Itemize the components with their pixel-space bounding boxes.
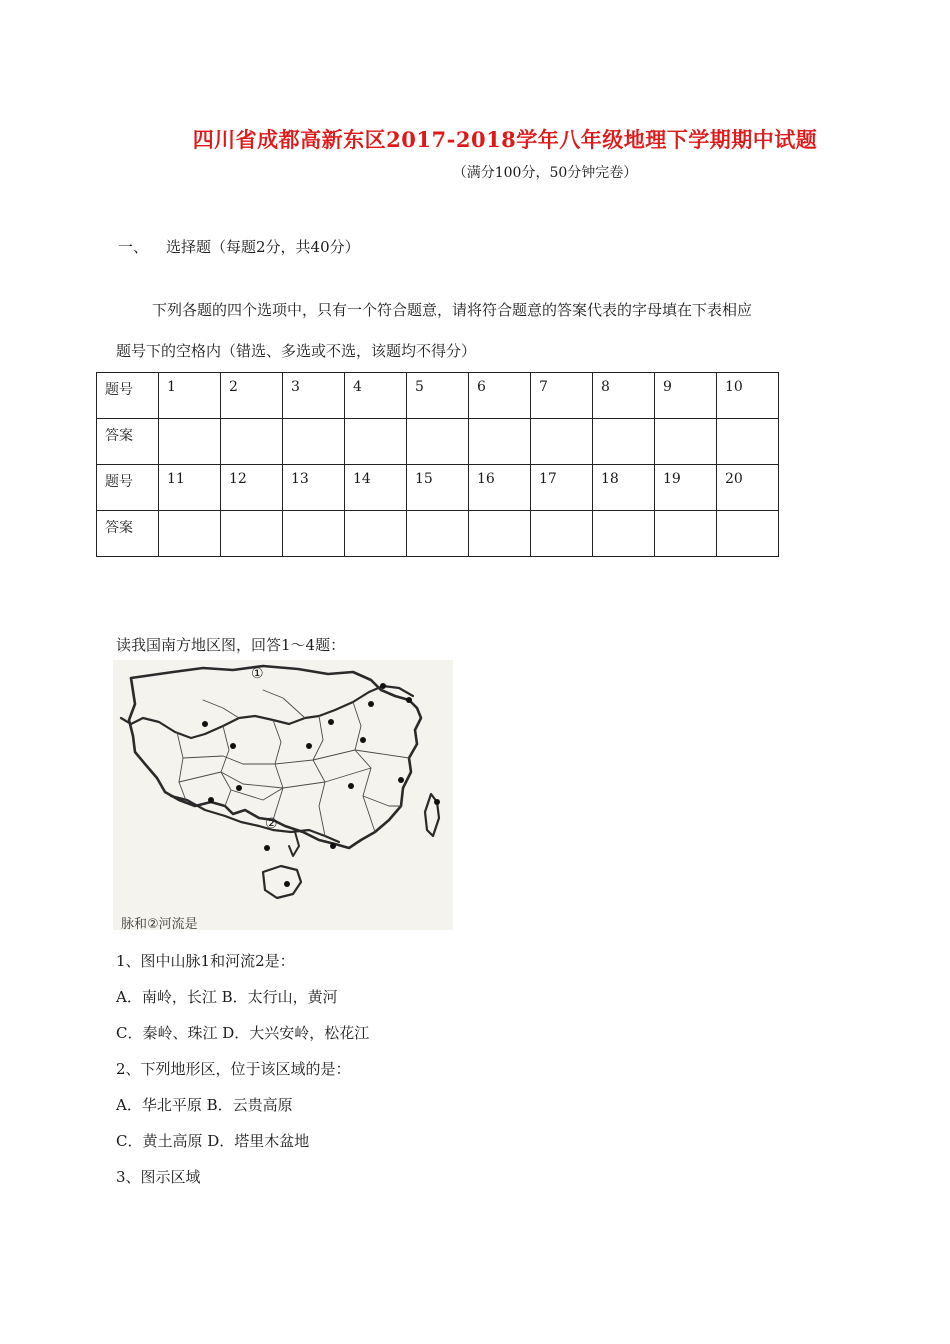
instruction-line-2: 题号下的空格内（错选、多选或不选，该题均不得分） xyxy=(116,342,477,360)
table-cell-number: 15 xyxy=(407,465,469,511)
page-title: 四川省成都高新东区2017-2018学年八年级地理下学期期中试题 xyxy=(192,127,818,152)
row-label-number: 题号 xyxy=(97,465,159,511)
table-cell-number: 10 xyxy=(717,373,779,419)
question-2-options-ab: A．华北平原 B．云贵高原 xyxy=(116,1096,293,1114)
table-row-numbers-2 xyxy=(97,465,779,511)
answer-cell[interactable] xyxy=(531,511,593,557)
question-2-options-cd: C．黄土高原 D．塔里木盆地 xyxy=(116,1132,310,1150)
answer-cell[interactable] xyxy=(283,419,345,465)
marker-2-label: ② xyxy=(265,816,278,832)
answer-cell[interactable] xyxy=(655,511,717,557)
south-china-map xyxy=(113,660,453,930)
table-cell-number: 17 xyxy=(531,465,593,511)
question-2-stem: 2、下列地形区，位于该区域的是： xyxy=(116,1060,351,1078)
table-cell-number: 11 xyxy=(159,465,221,511)
table-cell-number: 14 xyxy=(345,465,407,511)
row-label-number: 题号 xyxy=(97,373,159,419)
table-cell-number: 13 xyxy=(283,465,345,511)
question-1-stem: 1、图中山脉1和河流2是： xyxy=(116,952,295,970)
table-cell-number: 20 xyxy=(717,465,779,511)
city-dot xyxy=(398,777,404,783)
section-heading xyxy=(118,236,360,257)
answer-cell[interactable] xyxy=(469,511,531,557)
answer-cell[interactable] xyxy=(655,419,717,465)
answer-cell[interactable] xyxy=(159,419,221,465)
table-cell-number: 7 xyxy=(531,373,593,419)
table-cell-number: 16 xyxy=(469,465,531,511)
question-3-stem: 3、图示区域 xyxy=(116,1168,201,1186)
answer-cell[interactable] xyxy=(407,419,469,465)
map-intro: 读我国南方地区图，回答1～4题： xyxy=(116,636,346,654)
answer-cell[interactable] xyxy=(593,419,655,465)
table-cell-number: 12 xyxy=(221,465,283,511)
city-dot xyxy=(202,721,208,727)
table-row-answers-1 xyxy=(97,419,779,465)
table-cell-number: 18 xyxy=(593,465,655,511)
answer-cell[interactable] xyxy=(717,511,779,557)
answer-cell[interactable] xyxy=(469,419,531,465)
answer-table xyxy=(96,372,779,557)
city-dot xyxy=(434,799,440,805)
table-row-numbers-1 xyxy=(97,373,779,419)
section-title: 选择题（每题2分，共40分） xyxy=(166,238,360,256)
section-number: 一、 xyxy=(118,238,149,256)
table-cell-number: 5 xyxy=(407,373,469,419)
city-dot xyxy=(208,797,214,803)
table-cell-number: 19 xyxy=(655,465,717,511)
table-cell-number: 2 xyxy=(221,373,283,419)
city-dot xyxy=(406,697,412,703)
city-dot xyxy=(264,845,270,851)
page-subtitle: （满分100分，50分钟完卷） xyxy=(452,165,638,181)
marker-1-label: ① xyxy=(251,666,264,682)
answer-cell[interactable] xyxy=(283,511,345,557)
city-dot xyxy=(306,743,312,749)
answer-cell[interactable] xyxy=(345,419,407,465)
instruction-line-1: 下列各题的四个选项中，只有一个符合题意，请将符合题意的答案代表的字母填在下表相应 xyxy=(152,301,753,319)
answer-cell[interactable] xyxy=(407,511,469,557)
answer-cell[interactable] xyxy=(159,511,221,557)
answer-cell[interactable] xyxy=(593,511,655,557)
table-row-answers-2 xyxy=(97,511,779,557)
table-cell-number: 9 xyxy=(655,373,717,419)
city-dot xyxy=(230,743,236,749)
map-caption-fragment: 脉和②河流是 xyxy=(121,917,198,930)
city-dot xyxy=(328,719,334,725)
question-1-options-cd: C．秦岭、珠江 D．大兴安岭，松花江 xyxy=(116,1024,370,1042)
city-dot xyxy=(284,881,290,887)
city-dot xyxy=(236,785,242,791)
question-1-options-ab: A．南岭，长江 B．太行山，黄河 xyxy=(116,988,338,1006)
table-cell-number: 3 xyxy=(283,373,345,419)
city-dot xyxy=(380,683,386,689)
table-cell-number: 1 xyxy=(159,373,221,419)
city-dot xyxy=(348,783,354,789)
city-dot xyxy=(368,701,374,707)
table-cell-number: 4 xyxy=(345,373,407,419)
city-dot xyxy=(330,843,336,849)
city-dot xyxy=(360,737,366,743)
row-label-answer: 答案 xyxy=(97,419,159,465)
row-label-answer: 答案 xyxy=(97,511,159,557)
answer-cell[interactable] xyxy=(531,419,593,465)
answer-cell[interactable] xyxy=(345,511,407,557)
table-cell-number: 8 xyxy=(593,373,655,419)
table-cell-number: 6 xyxy=(469,373,531,419)
answer-cell[interactable] xyxy=(221,511,283,557)
answer-cell[interactable] xyxy=(221,419,283,465)
answer-cell[interactable] xyxy=(717,419,779,465)
